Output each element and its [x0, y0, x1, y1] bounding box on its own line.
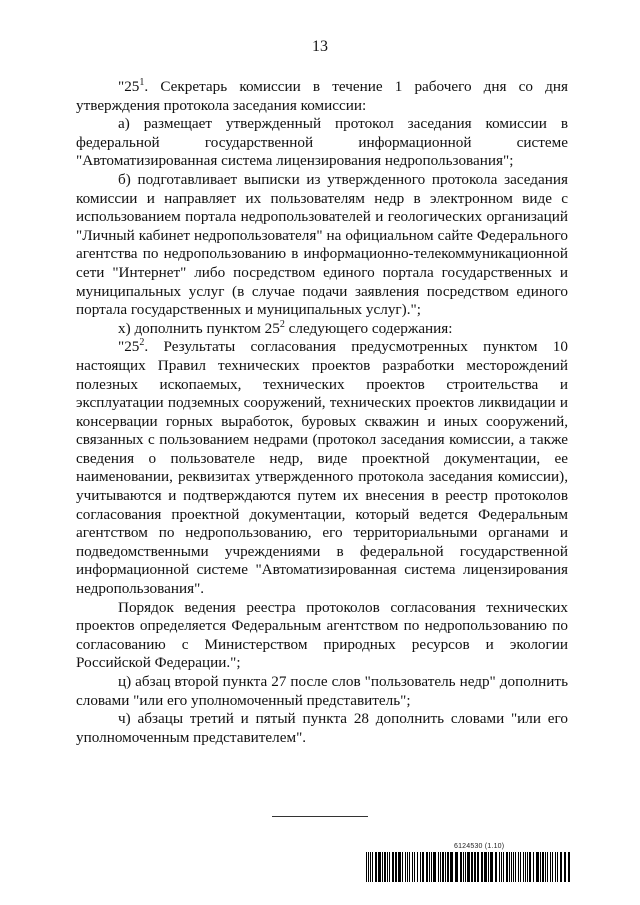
- paragraph-a: а) размещает утвержденный протокол заседания комиссии в федеральной государственной информационной системе "Автоматизированная система лицензирования недропользования";: [76, 115, 568, 170]
- paragraph-ch: ч) абзацы третий и пятый пункта 28 дополнить словами "или его уполномоченным представителем".: [76, 710, 568, 746]
- paragraph-registry-order: Порядок ведения реестра протоколов согласования технических проектов определяется Федеральным агентством по недропользованию по согласованию с Министерством природных ресурсов и экологии Российской Федерации.";: [76, 598, 568, 672]
- closing-rule: [272, 816, 368, 817]
- document-body: [76, 78, 568, 747]
- superscript: 2: [279, 318, 285, 330]
- superscript: 2: [139, 337, 145, 349]
- paragraph-25-1: "$25^1$. Секретарь комиссии в течение 1 рабочего дня со дня утверждения протокола заседания комиссии:: [76, 77, 568, 114]
- paragraph-x: х) дополнить пунктом $25^2$ следующего содержания:: [118, 318, 453, 337]
- superscript: 1: [139, 77, 145, 88]
- paragraph-b: б) подготавливает выписки из утвержденного протокола заседания комиссии и направляет их пользователям недр в электронном виде с использованием портала недропользователей и геологических организаций "Личный кабинет недропользователя" на официальном сайте Федерального агентства по недропользованию в информационно-телекоммуникационной сети "Интернет" либо посредством единого портала государственных и муниципальных услуг (в случае подачи заявления посредством единого портала государственных и муниципальных услуг).";: [76, 170, 568, 319]
- paragraph-25-2: "$25^2$. Результаты согласования предусмотренных пунктом 10 настоящих Правил технических проектов разработки месторождений полезных ископаемых, технических проектов строительства и эксплуатации подземных сооружений, технических проектов ликвидации и консервации горных выработок, буровых скважин и иных сооружений, связанных с пользованием недрами (протокол заседания комиссии, а также сведения о пользователе недр, виде проектной документации, ее наименовании, реквизитах утвержденного протокола заседания комиссии), учитываются и подтверждаются путем их внесения в реестр протоколов согласования проектной документации, который ведется Федеральным агентством по недропользованию, его территориальными органами и подведомственными учреждениями в федеральной государственной информационной системе "Автоматизированная система лицензирования недропользования".: [76, 337, 568, 598]
- barcode: [366, 852, 572, 882]
- document-code: 6124530 (1.10): [454, 843, 505, 850]
- page-number: 13: [312, 38, 328, 55]
- paragraph-ts: ц) абзац второй пункта 27 после слов "пользователь недр" дополнить словами "или его уполномоченный представитель";: [76, 673, 568, 709]
